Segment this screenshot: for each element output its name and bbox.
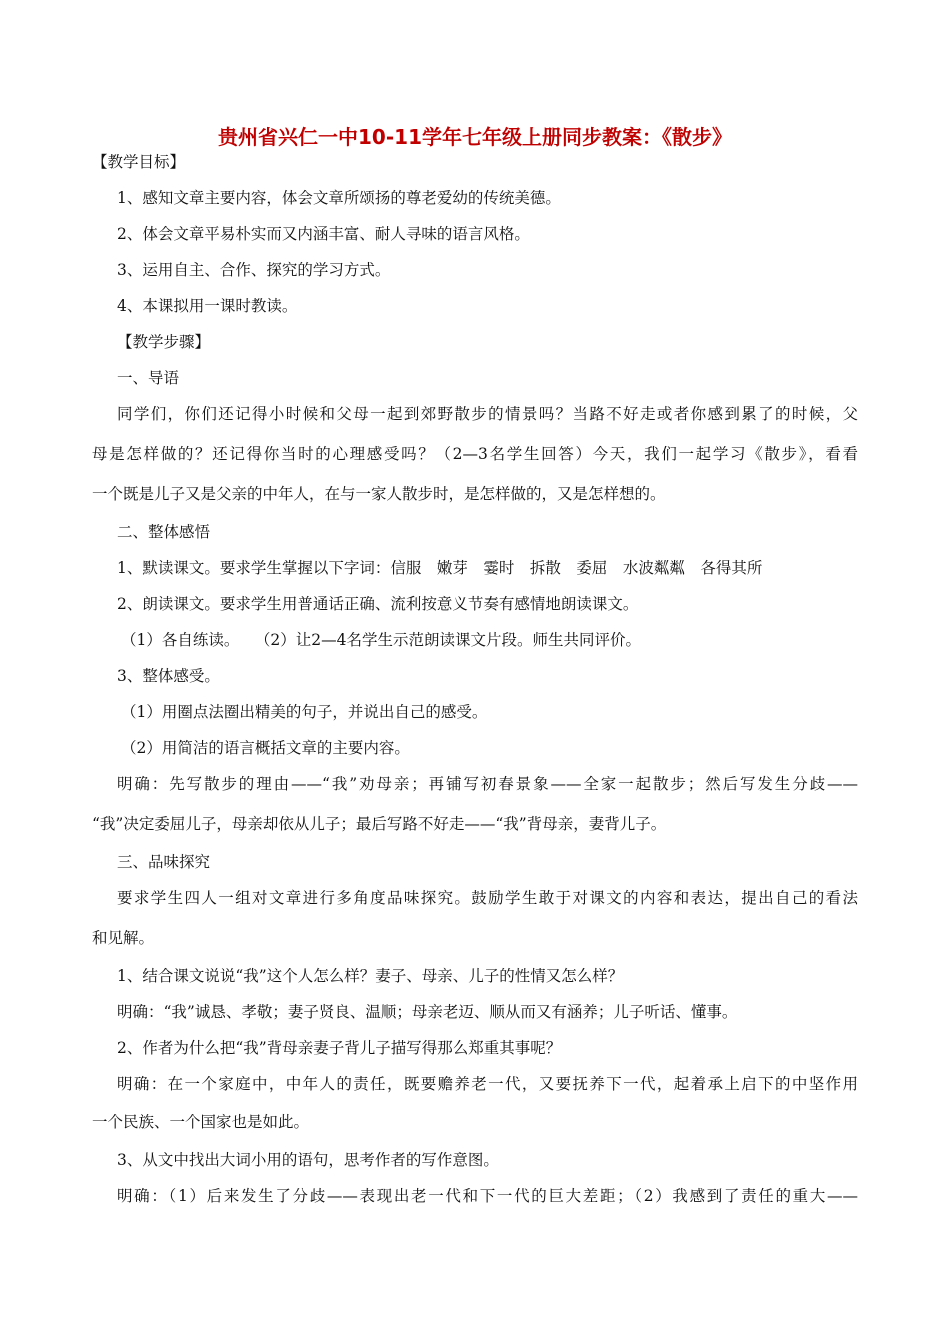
paragraph-line: 同学们，你们还记得小时候和父母一起到郊野散步的情景吗？当路不好走或者你感到累了的时候，父 [117, 405, 858, 423]
paragraph-line: 2、作者为什么把“我”背母亲妻子背儿子描写得那么郑重其事呢？ [117, 1039, 562, 1057]
paragraph-line: “我”决定委屈儿子，母亲却依从儿子；最后写路不好走——“我”背母亲，妻背儿子。 [92, 815, 667, 833]
paragraph-line: 和见解。 [92, 929, 155, 947]
section-heading-steps: 【教学步骤】 [117, 333, 211, 351]
paragraph-line: 4、本课拟用一课时教读。 [117, 297, 298, 315]
paragraph-line: 要求学生四人一组对文章进行多角度品味探究。鼓励学生敢于对课文的内容和表达，提出自己的看法 [117, 889, 858, 907]
paragraph-line: 1、结合课文说说“我”这个人怎么样？妻子、母亲、儿子的性情又怎么样？ [117, 967, 624, 985]
section-heading-goals: 【教学目标】 [92, 153, 186, 171]
paragraph-line: 一个既是儿子又是父亲的中年人，在与一家人散步时，是怎样做的，又是怎样想的。 [92, 485, 666, 503]
paragraph-line: 一个民族、一个国家也是如此。 [92, 1113, 310, 1131]
paragraph-line: 3、从文中找出大词小用的语句，思考作者的写作意图。 [117, 1151, 499, 1169]
paragraph-line: 明确：（1）后来发生了分歧——表现出老一代和下一代的巨大差距；（2）我感到了责任的重大—— [117, 1187, 858, 1205]
paragraph-line: 明确：在一个家庭中，中年人的责任，既要赡养老一代，又要抚养下一代，起着承上启下的中坚作用 [117, 1075, 858, 1093]
paragraph-line: 1、感知文章主要内容，体会文章所颂扬的尊老爱幼的传统美德。 [117, 189, 561, 207]
paragraph-line: 2、体会文章平易朴实而又内涵丰富、耐人寻味的语言风格。 [117, 225, 530, 243]
paragraph-line: 2、朗读课文。要求学生用普通话正确、流利按意义节奏有感情地朗读课文。 [117, 595, 639, 613]
subheading: 二、整体感悟 [117, 523, 211, 541]
document-title: 贵州省兴仁一中10-11学年七年级上册同步教案：《散步》 [218, 125, 732, 149]
paragraph-line: 1、默读课文。要求学生掌握以下字词：信服 嫩芽 霎时 拆散 委屈 水波粼粼 各得其所 [117, 559, 763, 577]
paragraph-line: （2）用简洁的语言概括文章的主要内容。 [121, 739, 410, 757]
paragraph-line: 3、整体感受。 [117, 667, 220, 685]
paragraph-line: 明确：“我”诚恳、孝敬；妻子贤良、温顺；母亲老迈、顺从而又有涵养；儿子听话、懂事。 [117, 1003, 738, 1021]
paragraph-line: 母是怎样做的？还记得你当时的心理感受吗？（2—3名学生回答）今天，我们一起学习《散步》，看看 [92, 445, 858, 463]
paragraph-line: 3、运用自主、合作、探究的学习方式。 [117, 261, 391, 279]
subheading: 一、导语 [117, 369, 180, 387]
subheading: 三、品味探究 [117, 853, 211, 871]
paragraph-line: （1）用圈点法圈出精美的句子，并说出自己的感受。 [121, 703, 488, 721]
paragraph-line: 明确：先写散步的理由——“我”劝母亲；再铺写初春景象——全家一起散步；然后写发生分歧—— [117, 775, 858, 793]
paragraph-line: （1）各自练读。 （2）让2—4名学生示范朗读课文片段。师生共同评价。 [121, 631, 641, 649]
